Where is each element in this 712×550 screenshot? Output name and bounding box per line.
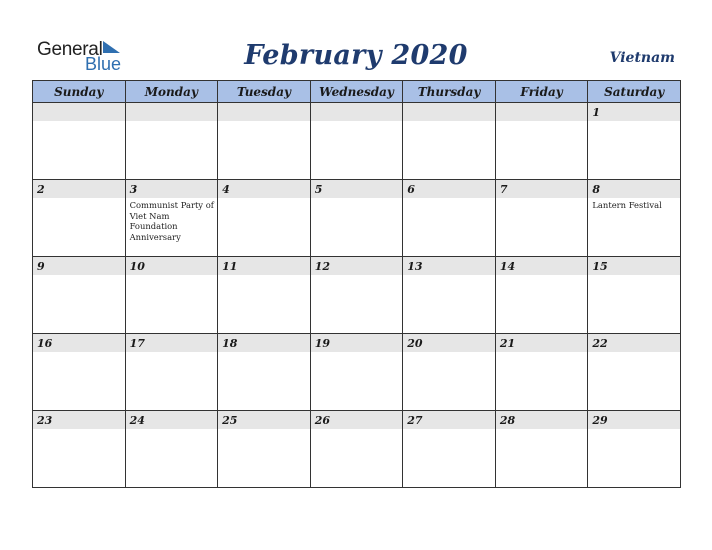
day-number: 7 xyxy=(496,180,588,198)
day-number: 17 xyxy=(126,334,218,352)
day-number: 18 xyxy=(218,334,310,352)
weekday-saturday: Saturday xyxy=(588,81,681,103)
day-number: 14 xyxy=(496,257,588,275)
logo-word-blue: Blue xyxy=(85,54,122,74)
holiday-label: Communist Party of Viet Nam Foundation Anniversary xyxy=(129,200,214,242)
day-cell xyxy=(588,180,681,257)
day-number: 3 xyxy=(126,180,218,198)
day-number xyxy=(403,103,495,121)
day-number: 15 xyxy=(588,257,680,275)
day-cell xyxy=(588,334,681,411)
day-cell xyxy=(125,411,218,488)
week-row xyxy=(33,411,681,488)
day-cell xyxy=(403,334,496,411)
day-cell xyxy=(218,411,311,488)
weekday-header-row xyxy=(33,81,681,103)
day-cell xyxy=(125,103,218,180)
weekday-friday: Friday xyxy=(495,81,588,103)
day-number: 6 xyxy=(403,180,495,198)
day-number: 27 xyxy=(403,411,495,429)
day-number: 23 xyxy=(33,411,125,429)
day-number xyxy=(33,103,125,121)
day-number: 26 xyxy=(311,411,403,429)
calendar-title: February 2020 xyxy=(244,40,468,71)
day-number xyxy=(126,103,218,121)
day-cell xyxy=(403,103,496,180)
weekday-monday: Monday xyxy=(125,81,218,103)
day-cell xyxy=(495,411,588,488)
week-row xyxy=(33,180,681,257)
day-cell xyxy=(495,257,588,334)
day-number: 9 xyxy=(33,257,125,275)
weekday-wednesday: Wednesday xyxy=(310,81,403,103)
day-cell xyxy=(218,334,311,411)
holiday-label: Lantern Festival xyxy=(592,200,662,210)
day-number xyxy=(496,103,588,121)
day-number: 2 xyxy=(33,180,125,198)
day-cell xyxy=(125,257,218,334)
day-cell xyxy=(403,257,496,334)
day-number: 13 xyxy=(403,257,495,275)
calendar-body xyxy=(33,103,681,488)
day-number: 4 xyxy=(218,180,310,198)
day-number: 20 xyxy=(403,334,495,352)
day-cell xyxy=(218,257,311,334)
day-number: 22 xyxy=(588,334,680,352)
day-cell xyxy=(495,334,588,411)
week-row xyxy=(33,334,681,411)
logo-word-general: General xyxy=(37,39,103,60)
day-cell xyxy=(33,103,126,180)
day-cell xyxy=(218,180,311,257)
day-cell xyxy=(33,334,126,411)
day-number: 28 xyxy=(496,411,588,429)
day-number: 8 xyxy=(588,180,680,198)
day-cell xyxy=(33,257,126,334)
day-cell xyxy=(310,180,403,257)
day-number: 29 xyxy=(588,411,680,429)
week-row xyxy=(33,103,681,180)
day-cell xyxy=(125,180,218,257)
day-number: 25 xyxy=(218,411,310,429)
day-number: 12 xyxy=(311,257,403,275)
day-number: 10 xyxy=(126,257,218,275)
day-number: 1 xyxy=(588,103,680,121)
day-cell xyxy=(310,334,403,411)
day-number xyxy=(218,103,310,121)
day-cell xyxy=(588,411,681,488)
day-cell xyxy=(33,180,126,257)
day-cell xyxy=(495,103,588,180)
weekday-tuesday: Tuesday xyxy=(218,81,311,103)
day-number: 19 xyxy=(311,334,403,352)
week-row xyxy=(33,257,681,334)
day-cell xyxy=(588,103,681,180)
day-cell xyxy=(310,257,403,334)
day-cell xyxy=(218,103,311,180)
day-number: 21 xyxy=(496,334,588,352)
day-number: 16 xyxy=(33,334,125,352)
day-number xyxy=(311,103,403,121)
day-cell xyxy=(403,411,496,488)
day-cell xyxy=(403,180,496,257)
day-cell xyxy=(310,411,403,488)
country-label: Vietnam xyxy=(609,50,675,66)
day-number: 11 xyxy=(218,257,310,275)
day-number: 24 xyxy=(126,411,218,429)
day-cell xyxy=(588,257,681,334)
day-number: 5 xyxy=(311,180,403,198)
weekday-sunday: Sunday xyxy=(33,81,126,103)
calendar-grid xyxy=(32,80,681,488)
day-cell xyxy=(310,103,403,180)
weekday-thursday: Thursday xyxy=(403,81,496,103)
day-cell xyxy=(125,334,218,411)
day-cell xyxy=(33,411,126,488)
day-cell xyxy=(495,180,588,257)
